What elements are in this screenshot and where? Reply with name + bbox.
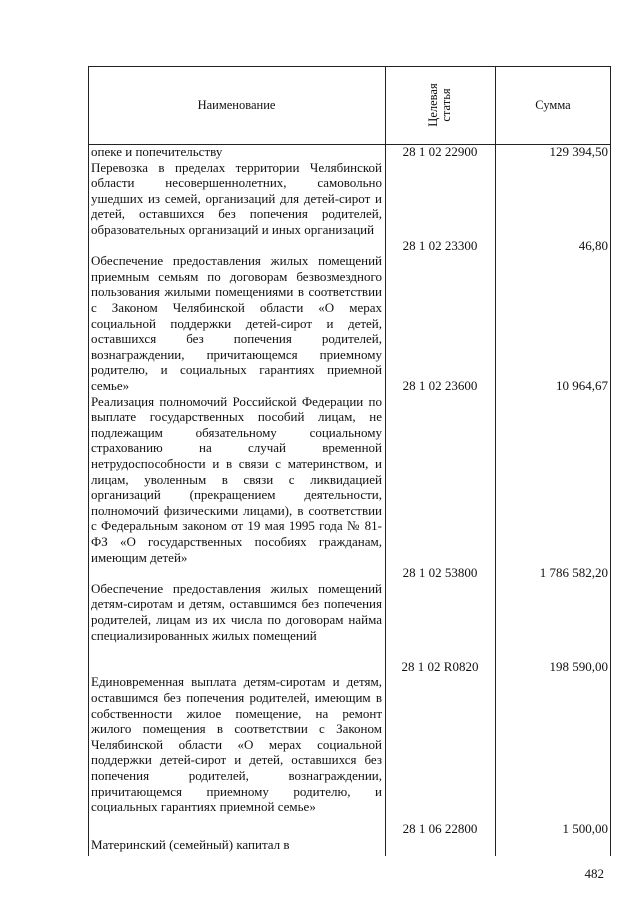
header-sum: Сумма bbox=[535, 97, 571, 112]
table-border-col2 bbox=[495, 66, 496, 856]
row-amount: 1 500,00 bbox=[562, 821, 608, 836]
header-code-line2: статья bbox=[439, 88, 453, 122]
row-code: 28 1 06 22800 bbox=[402, 821, 478, 836]
row-amount: 1 786 582,20 bbox=[539, 565, 608, 581]
row-description: Реализация полномочий Российской Федерации по выплате государственных пособий лицам, не подлежащим обязательному социальному страхованию на случай временной нетрудоспособности и в связи с материнством, и лицам, уволенным в связи с ликвидацией организаций (прекращением деятельности, полномочий физическими лицами), в соответствии с Федеральным законом от 19 мая 1995 года № 81-ФЗ «О государственных пособиях гражданам, имеющим детей» bbox=[91, 393, 382, 565]
header-code-cell bbox=[385, 66, 495, 144]
row-description: Перевозка в пределах территории Челябинской области несовершеннолетних, самовольно ушедших из семей, организаций для детей-сирот и детей, оставшихся без попечения родителей, образовательных организаций и иных организаций bbox=[91, 159, 382, 237]
row-amount: 198 590,00 bbox=[549, 658, 608, 674]
row-description: Единовременная выплата детям-сиротам и детям, оставшимся без попечения родителей, имеющим в собственности жилое помещение, на ремонт жилого помещения в соответствии с Законом Челябинской области «О мерах социальной поддержки детей-сирот и детей, оставшихся без попечения родителей, вознаграждении, причитающемся приемному родителю, и социальных гарантиях приемной семье» bbox=[91, 674, 382, 815]
table-border-col1 bbox=[385, 66, 386, 856]
header-name: Наименование bbox=[197, 97, 276, 112]
row-code: 28 1 02 22900 bbox=[402, 144, 478, 159]
row-description: Обеспечение предоставления жилых помещений приемным семьям по договорам безвозмездного пользования жилыми помещениями в соответствии с Законом Челябинской области «О мерах социальной поддержки детей-сирот и детей, оставшихся без попечения родителей, вознаграждении, причитающемся приемному родителю, и социальных гарантиях приемной семье» bbox=[91, 253, 382, 393]
row-description: Материнский (семейный) капитал в bbox=[91, 836, 290, 852]
table-border-left bbox=[88, 66, 89, 856]
row-code: 28 1 02 R0820 bbox=[401, 658, 479, 674]
row-amount: 46,80 bbox=[578, 237, 608, 253]
header-code bbox=[427, 83, 453, 126]
table-border-right bbox=[610, 66, 611, 856]
header-code-line1: Целевая bbox=[426, 83, 440, 127]
row-code: 28 1 02 23300 bbox=[402, 237, 478, 253]
page-number: 482 bbox=[584, 866, 604, 881]
row-code: 28 1 02 23600 bbox=[402, 378, 478, 393]
row-amount: 129 394,50 bbox=[549, 144, 608, 159]
row-amount: 10 964,67 bbox=[556, 378, 608, 393]
row-description: опеке и попечительству bbox=[91, 144, 223, 159]
row-description: Обеспечение предоставления жилых помещений детям-сиротам и детям, оставшимся без попечения родителей, лицам из их числа по договорам найма специализированных жилых помещений bbox=[91, 580, 382, 643]
row-code: 28 1 02 53800 bbox=[402, 565, 478, 581]
